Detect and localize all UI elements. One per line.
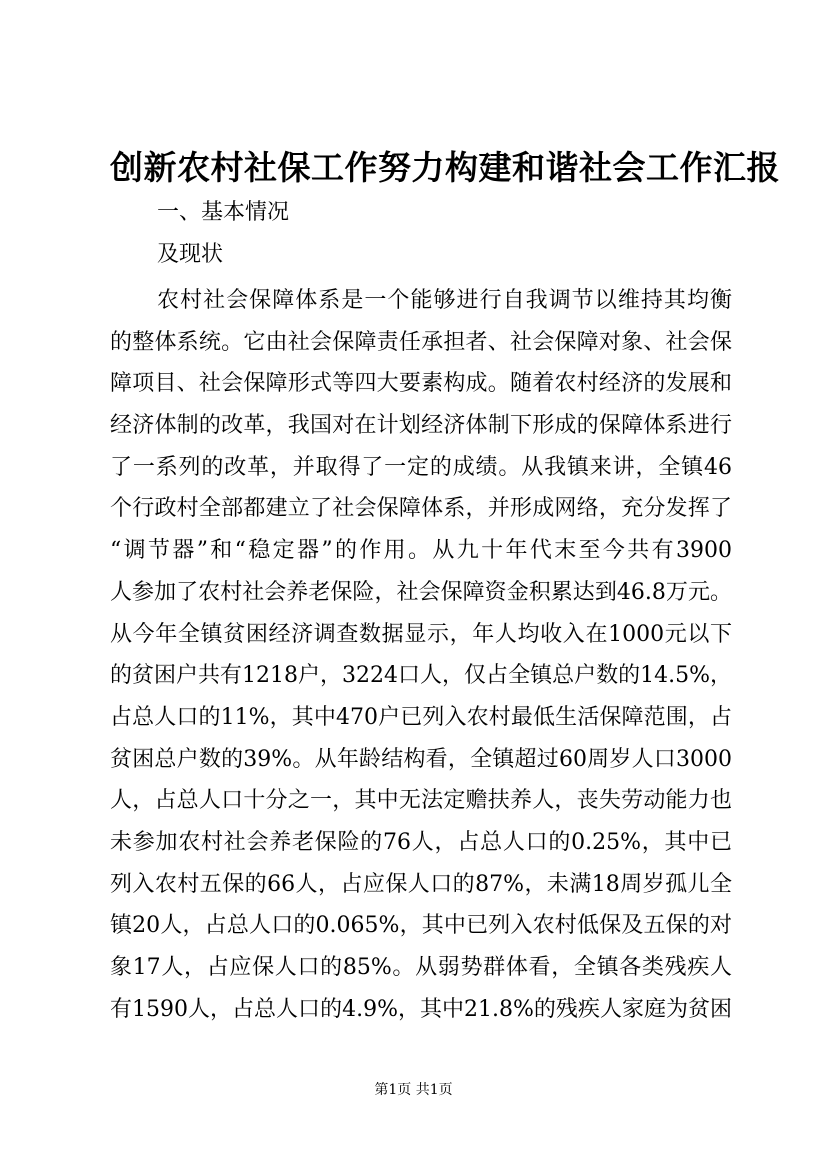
paragraph-line: 镇20人，占总人口的0.065%，其中已列入农村低保及五保的对	[110, 913, 732, 939]
paragraph-line: 的贫困户共有1218户，3224口人，仅占全镇总户数的14.5%，	[110, 663, 732, 689]
paragraph-line: 贫困总户数的39%。从年龄结构看，全镇超过60周岁人口3000	[110, 746, 732, 772]
paragraph-line: 占总人口的11%，其中470户已列入农村最低生活保障范围，占	[110, 704, 732, 730]
paragraph-line: 人，占总人口十分之一，其中无法定赡扶养人，丧失劳动能力也	[110, 788, 732, 814]
paragraph-line: 农村社会保障体系是一个能够进行自我调节以维持其均衡	[157, 288, 732, 313]
body-paragraph	[110, 280, 732, 1030]
paragraph-line: 个行政村全部都建立了社会保障体系，并形成网络，充分发挥了	[110, 496, 732, 522]
paragraph-line: 象17人，占应保人口的85%。从弱势群体看，全镇各类残疾人	[110, 955, 732, 980]
page-number-footer: 第1页 共1页	[374, 1082, 453, 1098]
paragraph-line: 障项目、社会保障形式等四大要素构成。随着农村经济的发展和	[110, 371, 732, 397]
section-heading: 一、基本情况	[157, 200, 290, 225]
paragraph-line: “调节器”和“稳定器”的作用。从九十年代末至今共有3900	[110, 538, 732, 564]
paragraph-line: 了一系列的改革，并取得了一定的成绩。从我镇来讲，全镇46	[110, 454, 732, 480]
paragraph-line: 有1590人，占总人口的4.9%，其中21.8%的残疾人家庭为贫困	[110, 996, 732, 1022]
paragraph-line: 人参加了农村社会养老保险，社会保障资金积累达到46.8万元。	[110, 579, 732, 605]
paragraph-line: 未参加农村社会养老保险的76人，占总人口的0.25%，其中已	[110, 829, 732, 855]
subsection-heading: 及现状	[157, 242, 224, 267]
paragraph-line: 的整体系统。它由社会保障责任承担者、社会保障对象、社会保	[110, 329, 732, 355]
paragraph-line: 从今年全镇贫困经济调查数据显示，年人均收入在1000元以下	[110, 621, 732, 647]
document-title: 创新农村社保工作努力构建和谐社会工作汇报	[110, 148, 780, 187]
paragraph-line: 经济体制的改革，我国对在计划经济体制下形成的保障体系进行	[110, 413, 732, 439]
paragraph-line: 列入农村五保的66人，占应保人口的87%，未满18周岁孤儿全	[110, 871, 732, 897]
